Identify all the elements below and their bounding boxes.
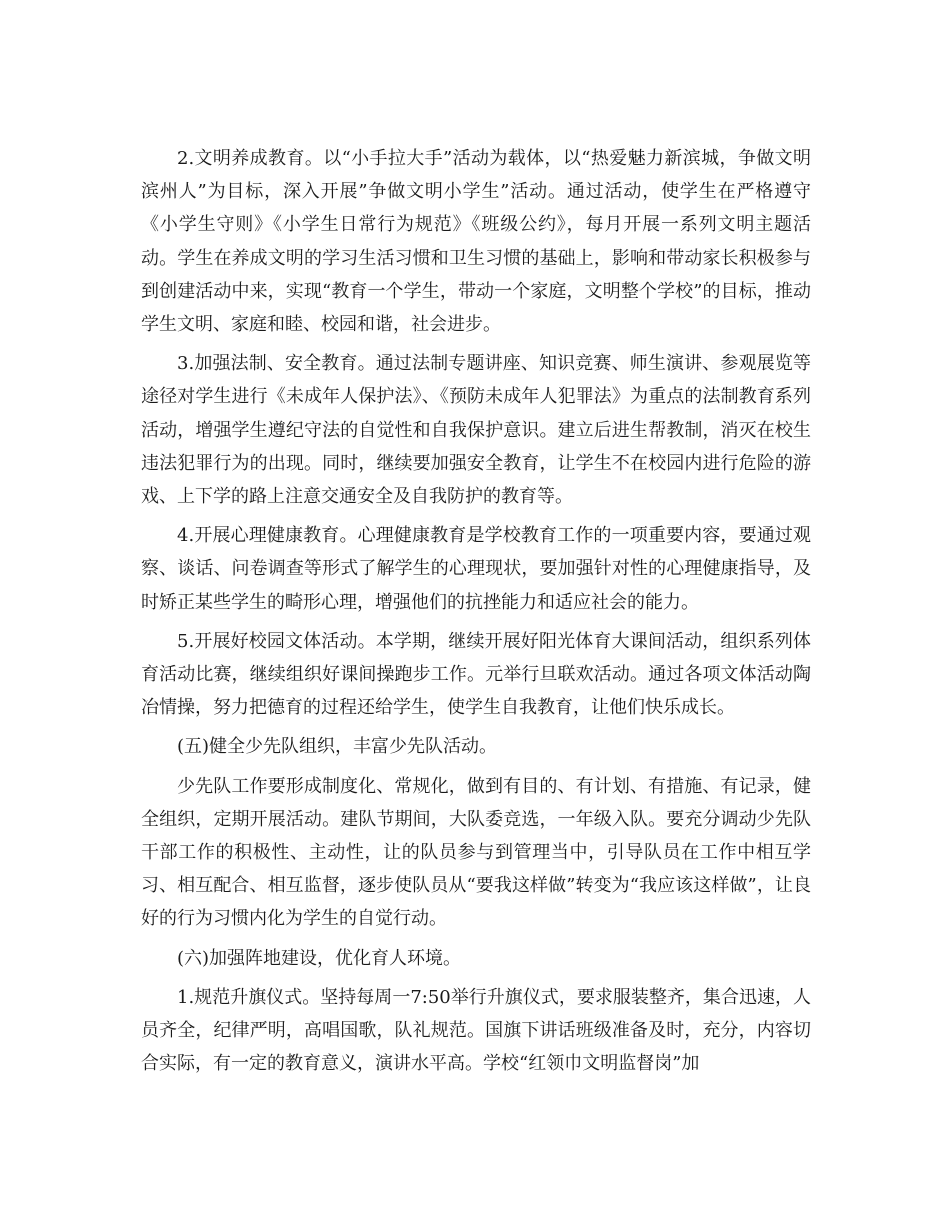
paragraph-flag-ceremony: 1.规范升旗仪式。坚持每周一7:50举行升旗仪式，要求服装整齐，集合迅速，人员齐全，纪律严明，高唱国歌，队礼规范。国旗下讲话班级准备及时，充分，内容切合实际，有一定的教育意义，演讲水平高。学校“红领巾文明监督岗”加 [141,986,811,1075]
paragraph-law-safety-education: 3.加强法制、安全教育。通过法制专题讲座、知识竞赛、师生演讲、参观展览等途径对学生进行《未成年人保护法》、《预防未成年人犯罪法》为重点的法制教育系列活动，增强学生遵纪守法的自觉性和自我保护意识。建立后进生帮教制，消灭在校生违法犯罪行为的出现。同时，继续要加强安全教育，让学生不在校园内进行危险的游戏、上下学的路上注意交通安全及自我防护的教育等。 [141,353,811,508]
section-heading-young-pioneers: (五)健全少先队组织，丰富少先队活动。 [177,736,498,758]
paragraph-young-pioneers-work: 少先队工作要形成制度化、常规化，做到有目的、有计划、有措施、有记录，健全组织，定期开展活动。建队节期间，大队委竞选，一年级入队。要充分调动少先队干部工作的积极性、主动性，让的队员参与到管理当中，引导队员在工作中相互学习、相互配合、相互监督，逐步使队员从“要我这样做”转变为“我应该这样做”，让良好的行为习惯内化为学生的自觉行动。 [141,775,811,930]
paragraph-civility-education: 2.文明养成教育。以“小手拉大手”活动为载体，以“热爱魅力新滨城，争做文明滨州人”为目标，深入开展”争做文明小学生”活动。通过活动，使学生在严格遵守《小学生守则》《小学生日常行为规范》《班级公约》，每月开展一系列文明主题活动。学生在养成文明的学习生活习惯和卫生习惯的基础上，影响和带动家长积极参与到创建活动中来，实现“教育一个学生，带动一个家庭，文明整个学校”的目标，推动学生文明、家庭和睦、校园和谐，社会进步。 [141,148,811,336]
paragraph-mental-health-education: 4.开展心理健康教育。心理健康教育是学校教育工作的一项重要内容，要通过观察、谈话、问卷调查等形式了解学生的心理现状，要加强针对性的心理健康指导，及时矫正某些学生的畸形心理，增强他们的抗挫能力和适应社会的能力。 [141,525,811,613]
document-body [141,142,811,1086]
section-heading-environment: (六)加强阵地建设，优化育人环境。 [177,947,462,969]
paragraph-campus-activities: 5.开展好校园文体活动。本学期，继续开展好阳光体育大课间活动，组织系列体育活动比赛，继续组织好课间操跑步工作。元举行旦联欢活动。通过各项文体活动陶冶情操，努力把德育的过程还给学生，使学生自我教育，让他们快乐成长。 [141,630,811,719]
